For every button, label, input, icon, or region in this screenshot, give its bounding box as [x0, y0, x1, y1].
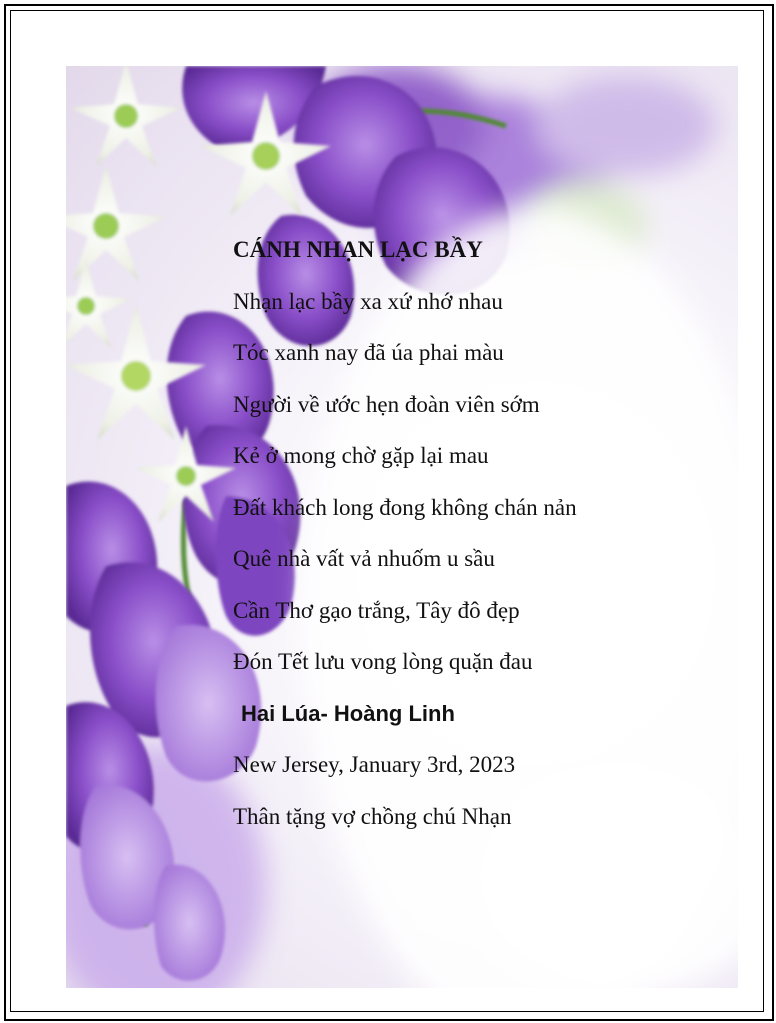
poem-dedication: Thân tặng vợ chồng chú Nhạn: [233, 803, 512, 829]
poem-line-8: Đón Tết lưu vong lòng quặn đau: [233, 649, 533, 674]
poem-author: Hai Lúa- Hoàng Linh: [241, 700, 455, 726]
poem-line-4: Kẻ ở mong chờ gặp lại mau: [233, 443, 489, 468]
poem-line-1: Nhạn lạc bầy xa xứ nhớ nhau: [233, 288, 503, 314]
poem-line-2: Tóc xanh nay đã úa phai màu: [233, 340, 504, 365]
poem-line-7: Cần Thơ gạo trắng, Tây đô đẹp: [233, 597, 520, 623]
poem-block: [233, 235, 733, 853]
poem-title: CÁNH NHẠN LẠC BẦY: [233, 237, 483, 262]
poem-line-5: Đất khách long đong không chán nản: [233, 494, 577, 520]
poem-place-date: New Jersey, January 3rd, 2023: [233, 752, 516, 777]
poem-line-3: Người về ước hẹn đoàn viên sớm: [233, 391, 540, 417]
poem-line-6: Quê nhà vất vả nhuốm u sầu: [233, 546, 495, 571]
